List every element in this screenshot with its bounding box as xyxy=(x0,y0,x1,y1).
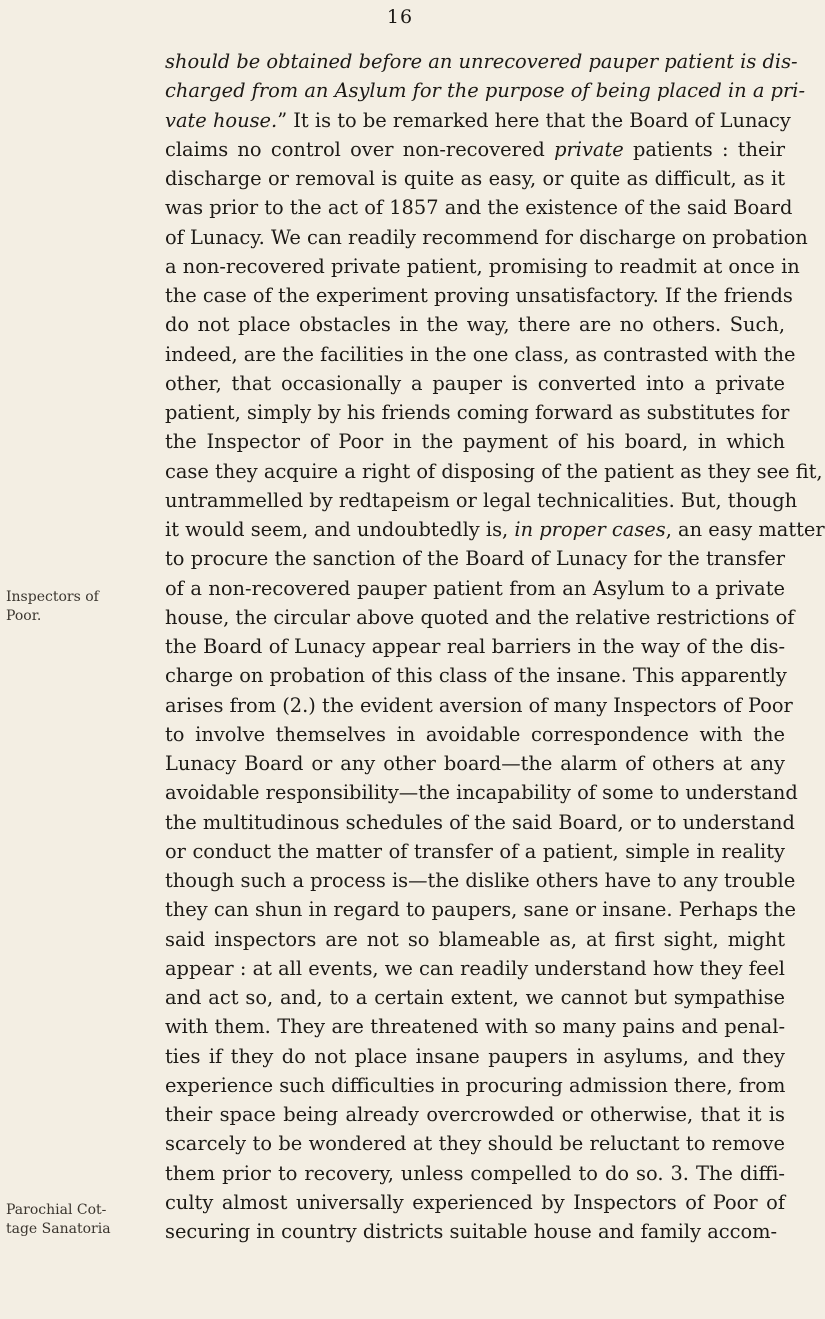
text-run: patients : their xyxy=(623,137,785,161)
text-line xyxy=(165,252,800,281)
text-run: culty almost universally experienced by Inspectors of Poor of xyxy=(165,1190,785,1214)
text-line xyxy=(165,193,793,222)
text-run: the multitudinous schedules of the said Board, or to understand xyxy=(165,810,795,834)
italic-text: private xyxy=(554,137,624,161)
text-line xyxy=(165,515,825,544)
page-number: 16 xyxy=(386,6,414,28)
text-run: it would seem, and undoubtedly is, xyxy=(165,518,515,541)
margin-note-inspectors: Inspectors of Poor. xyxy=(6,589,99,624)
text-run: or conduct the matter of transfer of a patient, simple in reality xyxy=(165,839,785,863)
text-run: Lunacy Board or any other board—the alarm of others at any xyxy=(165,752,785,775)
italic-text: should be obtained before an unrecovered pauper patient is dis- xyxy=(165,50,798,73)
text-run: was prior to the act of 1857 and the existence of the said Board xyxy=(165,196,793,220)
text-line xyxy=(165,398,790,427)
text-run: said inspectors are not so blameable as, at first sight, might xyxy=(165,927,785,951)
text-line xyxy=(165,720,785,749)
text-run: the Board of Lunacy appear real barriers in the way of the dis- xyxy=(165,635,785,658)
text-line xyxy=(165,837,785,866)
italic-text: charged from an Asylum for the purpose of being placed in a pri- xyxy=(165,79,805,103)
text-run: they can shun in regard to paupers, sane or insane. Perhaps the xyxy=(165,898,796,922)
text-line xyxy=(165,106,791,135)
text-line xyxy=(165,632,785,661)
text-line xyxy=(165,866,796,895)
text-line xyxy=(165,983,785,1012)
text-run: securing in country districts suitable house and family accom- xyxy=(165,1220,778,1243)
text-line xyxy=(165,895,796,924)
text-line xyxy=(165,1012,785,1041)
italic-text: vate house. xyxy=(165,108,278,132)
text-run: charge on probation of this class of the insane. This apparently xyxy=(165,664,787,688)
text-run: the Inspector of Poor in the payment of his board, in which xyxy=(165,430,785,454)
text-line xyxy=(165,808,795,837)
italic-text: in proper cases xyxy=(514,518,666,541)
text-line xyxy=(165,1159,785,1188)
text-run: ” It is to be remarked here that the Board of Lunacy xyxy=(277,108,791,132)
text-run: ties if they do not place insane paupers in asylums, and they xyxy=(165,1044,785,1068)
body-text xyxy=(165,47,825,1246)
text-line xyxy=(165,1217,785,1246)
text-run: house, the circular above quoted and the relative restrictions of xyxy=(165,605,795,629)
text-line xyxy=(165,778,798,807)
text-run: avoidable responsibility—the incapability of some to understand xyxy=(165,781,798,805)
text-line xyxy=(165,310,785,339)
text-run: scarcely to be wondered at they should be reluctant to remove xyxy=(165,1132,785,1156)
text-run: arises from (2.) the evident aversion of many Inspectors of Poor xyxy=(165,693,793,717)
text-run: indeed, are the facilities in the one class, as contrasted with the xyxy=(165,342,796,366)
text-line xyxy=(165,457,823,486)
text-run: though such a process is—the dislike others have to any trouble xyxy=(165,869,796,892)
text-run: of a non-recovered pauper patient from an Asylum to a private xyxy=(165,576,785,600)
text-line xyxy=(165,1071,785,1100)
text-run: a non-recovered private patient, promising to readmit at once in xyxy=(165,254,800,278)
text-line xyxy=(165,47,798,76)
text-run: untrammelled by redtapeism or legal technicalities. But, though xyxy=(165,488,798,512)
text-run: of Lunacy. We can readily recommend for discharge on probation xyxy=(165,225,808,249)
text-run: their space being already overcrowded or otherwise, that it is xyxy=(165,1103,785,1126)
text-run: discharge or removal is quite as easy, or quite as difficult, as it xyxy=(165,167,785,190)
text-run: claims no control over non-recovered xyxy=(165,137,555,161)
text-run: patient, simply by his friends coming forward as substitutes for xyxy=(165,401,790,424)
text-line xyxy=(165,1042,785,1071)
text-line xyxy=(165,925,785,954)
text-line xyxy=(165,574,785,603)
text-line xyxy=(165,369,785,398)
margin-note-parochial-cottage: Parochial Cot- tage Sanatoria xyxy=(6,1202,111,1237)
text-line xyxy=(165,691,793,720)
text-run: them prior to recovery, unless compelled to do so. 3. The diffi- xyxy=(165,1161,785,1185)
text-run: other, that occasionally a pauper is converted into a private xyxy=(165,371,785,395)
text-run: to involve themselves in avoidable correspondence with the xyxy=(165,722,785,746)
text-run: appear : at all events, we can readily understand how they feel xyxy=(165,956,785,980)
text-line xyxy=(165,1129,785,1158)
text-line xyxy=(165,427,785,456)
text-line xyxy=(165,135,785,164)
text-line xyxy=(165,661,785,690)
text-line xyxy=(165,340,796,369)
text-line xyxy=(165,1100,785,1129)
text-run: , an easy matter xyxy=(665,518,825,541)
text-line xyxy=(165,223,808,252)
text-line xyxy=(165,749,785,778)
text-line xyxy=(165,603,795,632)
text-run: do not place obstacles in the way, there are no others. Such, xyxy=(165,313,785,337)
text-run: experience such difficulties in procuring admission there, from xyxy=(165,1073,786,1097)
text-line xyxy=(165,954,785,983)
text-run: the case of the experiment proving unsatisfactory. If the friends xyxy=(165,284,793,307)
text-line xyxy=(165,281,793,310)
text-run: case they acquire a right of disposing of the patient as they see fit, xyxy=(165,459,823,483)
text-line xyxy=(165,486,798,515)
text-line xyxy=(165,164,785,193)
text-run: and act so, and, to a certain extent, we cannot but sympathise xyxy=(165,986,785,1009)
text-line xyxy=(165,544,785,573)
text-run: to procure the sanction of the Board of Lunacy for the transfer xyxy=(165,547,785,571)
text-run: with them. They are threatened with so many pains and penal- xyxy=(165,1015,785,1039)
text-line xyxy=(165,76,805,105)
text-line xyxy=(165,1188,785,1217)
